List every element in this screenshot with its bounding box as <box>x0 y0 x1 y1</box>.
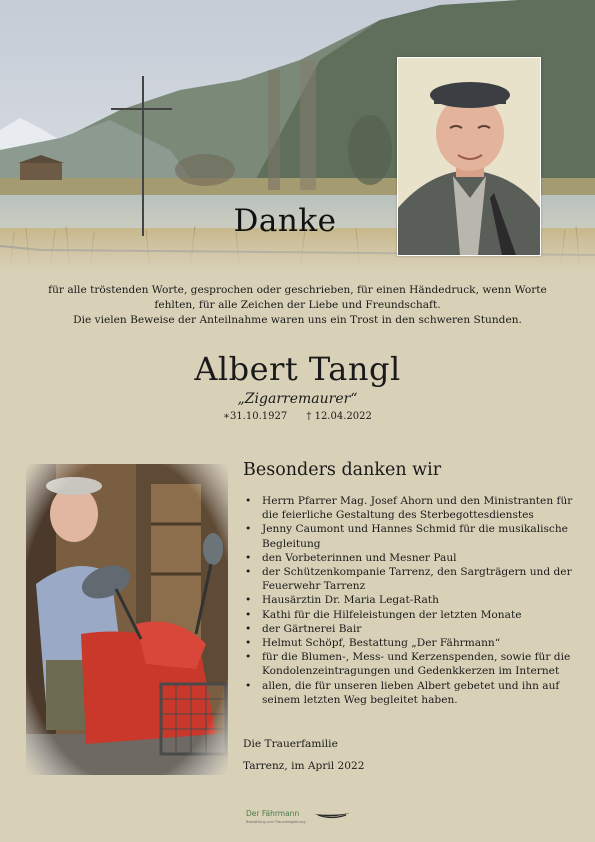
thanks-item: • für die Blumen-, Mess- und Kerzenspenden, sowie für die Kondolenzeintragungen und Gedenkkerzen im Internet <box>243 650 573 678</box>
page-title: Danke <box>233 203 337 239</box>
death-date: † 12.04.2022 <box>306 411 372 422</box>
deceased-nickname: „Zigarremaurer“ <box>237 391 358 407</box>
thanks-item: • Kathi für die Hilfeleistungen der letzten Monate <box>243 608 573 622</box>
man-on-red-scooter-image <box>26 464 228 775</box>
signature-place-date: Tarrenz, im April 2022 <box>243 760 365 772</box>
intro-text <box>20 283 575 328</box>
funeral-home-logo <box>246 809 356 829</box>
header-landscape <box>0 0 595 270</box>
life-dates <box>0 411 595 422</box>
portrait-man-with-cap <box>398 58 540 255</box>
cross-icon-horizontal <box>111 108 172 110</box>
cross-icon-vertical <box>142 76 144 236</box>
portrait-photo <box>397 57 541 256</box>
logo-subtitle: Bestattung und Trauerbegleitung <box>246 820 306 824</box>
thanks-item: • Hausärztin Dr. Maria Legat-Rath <box>243 593 573 607</box>
thanks-item: • Herrn Pfarrer Mag. Josef Ahorn und den Ministranten für die feierliche Gestaltung des Sterbegottesdienstes <box>243 494 573 522</box>
deceased-name: Albert Tangl <box>194 350 401 388</box>
thanks-item: • den Vorbeterinnen und Mesner Paul <box>243 551 573 565</box>
thanks-list <box>243 494 573 707</box>
logo-name: Der Fährmann <box>246 809 300 818</box>
intro-line: für alle tröstenden Worte, gesprochen oder geschrieben, für einen Händedruck, wenn Worte <box>48 284 547 296</box>
thanks-item: • der Schützenkompanie Tarrenz, den Sargträgern und der Feuerwehr Tarrenz <box>243 565 573 593</box>
intro-line: fehlten, für alle Zeichen der Liebe und Freundschaft. <box>154 299 441 311</box>
thanks-item: • der Gärtnerei Bair <box>243 622 573 636</box>
intro-line: Die vielen Beweise der Anteilnahme waren uns ein Trost in den schweren Stunden. <box>73 314 522 326</box>
thanks-heading: Besonders danken wir <box>243 460 442 480</box>
photo-on-mobility-scooter <box>26 464 228 775</box>
thanks-item: • Helmut Schöpf, Bestattung „Der Fährmann“ <box>243 636 573 650</box>
boat-icon <box>314 810 350 820</box>
signature-family: Die Trauerfamilie <box>243 738 338 750</box>
birth-date: ∗31.10.1927 <box>223 411 288 422</box>
thanks-item: • allen, die für unseren lieben Albert gebetet und ihn auf seinem letzten Weg begleitet haben. <box>243 679 573 707</box>
thanks-item: • Jenny Caumont und Hannes Schmid für die musikalische Begleitung <box>243 522 573 550</box>
